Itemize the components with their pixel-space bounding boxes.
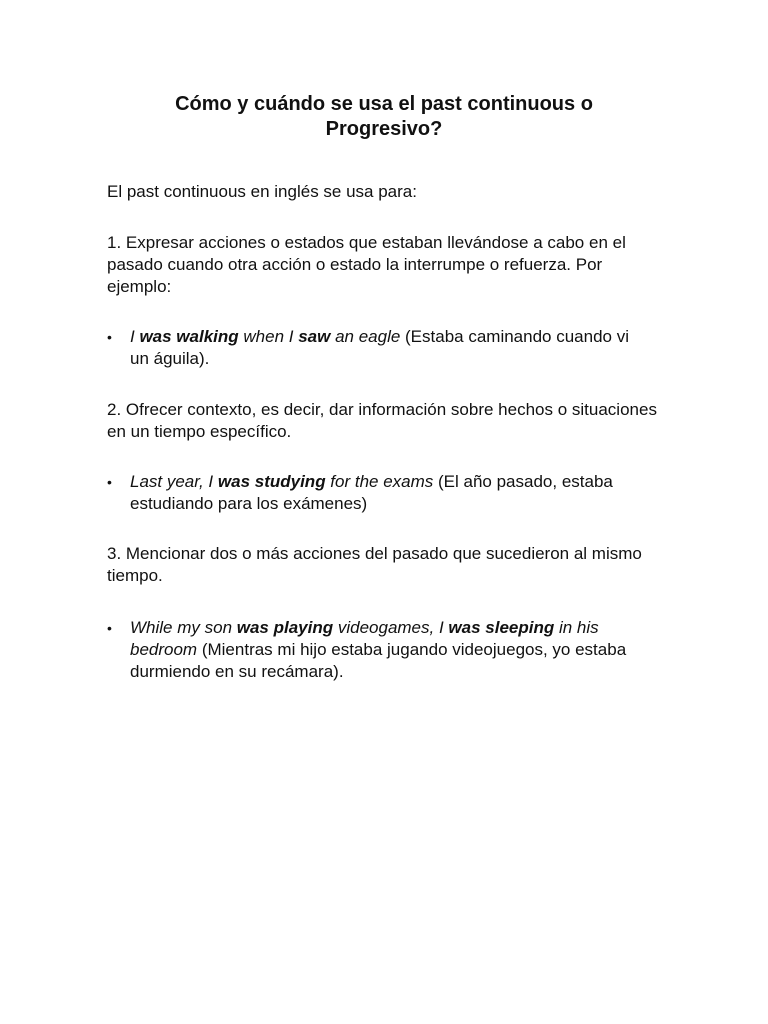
example-emphasis-run: was walking [139, 327, 239, 346]
example-2-text [130, 471, 650, 515]
example-italic-run: in his bedroom [130, 618, 599, 659]
bullet-icon: • [107, 474, 112, 490]
example-emphasis-run: saw [298, 327, 331, 346]
example-1-text [130, 326, 650, 370]
example-3-text [130, 617, 650, 683]
example-italic-run: While my son [130, 618, 237, 637]
bullet-icon: • [107, 620, 112, 636]
example-translation-run: (Mientras mi hijo estaba jugando videojuegos, yo estaba durmiendo en su recámara). [130, 640, 627, 681]
example-italic-run [139, 327, 238, 346]
bullet-icon: • [107, 329, 112, 345]
example-italic-run: for the exams [325, 472, 434, 491]
example-italic-run [237, 618, 333, 637]
title-line-2: Progresivo? [325, 118, 443, 140]
intro-paragraph: El past continuous en inglés se usa para: [107, 182, 417, 201]
point-2-paragraph: 2. Ofrecer contexto, es decir, dar información sobre hechos o situaciones en un tiempo específico. [107, 400, 657, 441]
example-italic-run: I [130, 327, 140, 346]
example-emphasis-run: was studying [217, 472, 326, 491]
point-1-paragraph: 1. Expresar acciones o estados que estaban llevándose a cabo en el pasado cuando otra acción o estado la interrumpe o refuerza. Por ejemplo: [107, 233, 626, 296]
example-italic-run: an eagle [330, 327, 401, 346]
example-italic-run: when I [238, 327, 299, 346]
example-emphasis-run: was playing [236, 618, 334, 637]
example-translation-run: (Estaba caminando cuando vi un águila). [130, 327, 629, 368]
example-italic-run: videogames, I [333, 618, 449, 637]
example-italic-run: Last year, I [130, 472, 218, 491]
example-emphasis-run: was sleeping [448, 618, 555, 637]
example-italic-run [218, 472, 326, 491]
page-title [107, 92, 661, 142]
example-italic-run [448, 618, 554, 637]
example-translation-run: (El año pasado, estaba estudiando para los exámenes) [130, 472, 613, 513]
title-line-1: Cómo y cuándo se usa el past continuous o [175, 93, 593, 115]
example-italic-run [298, 327, 330, 346]
point-3-paragraph: 3. Mencionar dos o más acciones del pasado que sucedieron al mismo tiempo. [107, 544, 642, 585]
